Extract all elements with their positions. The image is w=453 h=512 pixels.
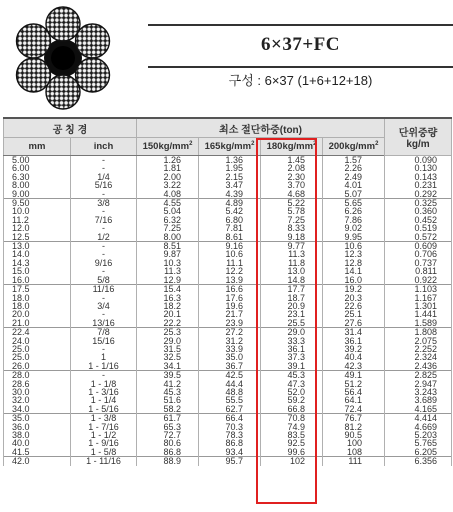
load-180-cell: 5.78 bbox=[261, 207, 323, 215]
diameter-inch-cell: - bbox=[71, 164, 137, 172]
unit-weight-cell: 5.765 bbox=[385, 439, 452, 447]
load-150-cell: 45.3 bbox=[137, 388, 199, 396]
load-165-cell: 10.6 bbox=[199, 250, 261, 258]
diameter-mm-cell: 40.0 bbox=[4, 439, 71, 447]
load-165-cell: 8.61 bbox=[199, 233, 261, 242]
load-200-cell: 2.49 bbox=[323, 173, 385, 181]
diameter-mm-cell: 6.30 bbox=[4, 173, 71, 181]
diameter-mm-cell: 18.0 bbox=[4, 302, 71, 310]
load-180-cell: 92.5 bbox=[261, 439, 323, 447]
diameter-mm-cell: 17.5 bbox=[4, 285, 71, 294]
load-150-cell: 31.5 bbox=[137, 345, 199, 353]
unit-weight-header bbox=[385, 118, 452, 156]
load-150-cell: 29.0 bbox=[137, 337, 199, 345]
diameter-inch-cell: 3/8 bbox=[71, 199, 137, 208]
unit-weight-label: 단위중량 bbox=[398, 128, 438, 139]
load-150-cell: 65.3 bbox=[137, 423, 199, 431]
load-150-cell: 2.00 bbox=[137, 173, 199, 181]
load-165-cell: 55.5 bbox=[199, 396, 261, 404]
diameter-inch-cell: 9/16 bbox=[71, 259, 137, 267]
unit-weight-cell: 3.243 bbox=[385, 388, 452, 396]
diameter-mm-cell: 14.3 bbox=[4, 259, 71, 267]
unit-weight-cell: 0.922 bbox=[385, 276, 452, 285]
diameter-inch-cell: 1 - 9/16 bbox=[71, 439, 137, 447]
unit-weight-cell: 4.165 bbox=[385, 405, 452, 414]
header-row-top bbox=[4, 118, 452, 138]
load-200-cell: 56.4 bbox=[323, 388, 385, 396]
load-180-cell: 1.45 bbox=[261, 156, 323, 165]
load-150-cell: 3.22 bbox=[137, 181, 199, 189]
load-150-cell: 1.26 bbox=[137, 156, 199, 165]
load-150-cell: 12.9 bbox=[137, 276, 199, 285]
diameter-mm-cell: 9.50 bbox=[4, 199, 71, 208]
unit-weight-cell: 0.292 bbox=[385, 190, 452, 199]
load-165-cell: 31.2 bbox=[199, 337, 261, 345]
diameter-inch-cell: 3/4 bbox=[71, 302, 137, 310]
load-150-cell: 88.9 bbox=[137, 457, 199, 466]
load-165-cell: 11.1 bbox=[199, 259, 261, 267]
load-165-cell: 33.9 bbox=[199, 345, 261, 353]
load-180-cell: 13.0 bbox=[261, 267, 323, 275]
load-150-cell: 20.1 bbox=[137, 310, 199, 318]
load-150-cell: 34.1 bbox=[137, 362, 199, 371]
unit-weight-cell: 4.414 bbox=[385, 414, 452, 423]
load-180-cell: 59.2 bbox=[261, 396, 323, 404]
load-200-cell: 111 bbox=[323, 457, 385, 466]
diameter-inch-cell: 1 - 3/16 bbox=[71, 388, 137, 396]
load-150-cell: 39.5 bbox=[137, 371, 199, 380]
load-165-cell: 4.89 bbox=[199, 199, 261, 208]
load-165-cell: 13.9 bbox=[199, 276, 261, 285]
diameter-mm-cell: 12.0 bbox=[4, 224, 71, 232]
load-200-cell: 108 bbox=[323, 448, 385, 457]
diameter-mm-cell: 28.0 bbox=[4, 371, 71, 380]
load-180-cell: 37.3 bbox=[261, 353, 323, 361]
load-200-cell: 14.1 bbox=[323, 267, 385, 275]
load-200-cell: 39.2 bbox=[323, 345, 385, 353]
diameter-inch-cell: 15/16 bbox=[71, 337, 137, 345]
load-200-cell: 100 bbox=[323, 439, 385, 447]
diameter-inch-cell: - bbox=[71, 310, 137, 318]
diameter-mm-cell: 32.0 bbox=[4, 396, 71, 404]
load-165-cell: 62.7 bbox=[199, 405, 261, 414]
diameter-mm-cell: 35.0 bbox=[4, 414, 71, 423]
load-200-cell: 36.1 bbox=[323, 337, 385, 345]
unit-weight-unit: kg/m bbox=[406, 139, 430, 150]
unit-weight-cell: 0.130 bbox=[385, 164, 452, 172]
load-200-cell: 27.6 bbox=[323, 319, 385, 328]
load-165-cell: 27.2 bbox=[199, 328, 261, 337]
min-breaking-load-header: 최소 절단하중(ton) bbox=[137, 118, 385, 138]
diameter-mm-cell: 42.0 bbox=[4, 457, 71, 466]
unit-weight-cell: 2.947 bbox=[385, 380, 452, 388]
load-180-cell: 45.3 bbox=[261, 371, 323, 380]
diameter-mm-cell: 12.5 bbox=[4, 233, 71, 242]
load-165-cell: 9.16 bbox=[199, 242, 261, 251]
load-150-cell: 5.04 bbox=[137, 207, 199, 215]
load-180-cell: 99.6 bbox=[261, 448, 323, 457]
load-200-cell: 10.6 bbox=[323, 242, 385, 251]
specification-table-body bbox=[4, 156, 452, 466]
diameter-mm-cell: 6.00 bbox=[4, 164, 71, 172]
wire-rope-cross-section-image bbox=[4, 4, 122, 112]
mm-header: mm bbox=[4, 138, 71, 156]
grade-150-header: $150kg/mm^2$ bbox=[137, 138, 199, 156]
unit-weight-cell: 6.356 bbox=[385, 457, 452, 466]
load-165-cell: 48.8 bbox=[199, 388, 261, 396]
diameter-inch-cell: 1 - 5/8 bbox=[71, 448, 137, 457]
load-180-cell: 18.7 bbox=[261, 294, 323, 302]
nominal-diameter-header: 공 칭 경 bbox=[4, 118, 137, 138]
load-180-cell: 74.9 bbox=[261, 423, 323, 431]
diameter-mm-cell: 28.6 bbox=[4, 380, 71, 388]
load-150-cell: 18.2 bbox=[137, 302, 199, 310]
diameter-inch-cell: 13/16 bbox=[71, 319, 137, 328]
diameter-mm-cell: 16.0 bbox=[4, 276, 71, 285]
load-200-cell: 4.01 bbox=[323, 181, 385, 189]
product-title-band bbox=[148, 24, 453, 68]
load-200-cell: 64.1 bbox=[323, 396, 385, 404]
load-165-cell: 95.7 bbox=[199, 457, 261, 466]
diameter-mm-cell: 13.0 bbox=[4, 242, 71, 251]
diameter-inch-cell: 1 - 1/8 bbox=[71, 380, 137, 388]
load-150-cell: 4.55 bbox=[137, 199, 199, 208]
unit-weight-cell: 3.689 bbox=[385, 396, 452, 404]
unit-weight-cell: 2.075 bbox=[385, 337, 452, 345]
diameter-inch-cell: 1 - 1/16 bbox=[71, 362, 137, 371]
diameter-inch-cell: 1/2 bbox=[71, 233, 137, 242]
diameter-mm-cell: 20.0 bbox=[4, 310, 71, 318]
load-165-cell: 93.4 bbox=[199, 448, 261, 457]
load-180-cell: 83.5 bbox=[261, 431, 323, 439]
unit-weight-cell: 0.452 bbox=[385, 216, 452, 224]
load-150-cell: 25.3 bbox=[137, 328, 199, 337]
unit-weight-cell: 2.436 bbox=[385, 362, 452, 371]
diameter-inch-cell: 5/16 bbox=[71, 181, 137, 189]
load-200-cell: 19.2 bbox=[323, 285, 385, 294]
load-150-cell: 1.81 bbox=[137, 164, 199, 172]
unit-weight-cell: 0.143 bbox=[385, 173, 452, 181]
load-150-cell: 61.7 bbox=[137, 414, 199, 423]
diameter-inch-cell: 7/16 bbox=[71, 216, 137, 224]
load-150-cell: 41.2 bbox=[137, 380, 199, 388]
diameter-inch-cell: - bbox=[71, 190, 137, 199]
load-180-cell: 8.33 bbox=[261, 224, 323, 232]
load-180-cell: 36.1 bbox=[261, 345, 323, 353]
unit-weight-cell: 0.325 bbox=[385, 199, 452, 208]
unit-weight-cell: 0.706 bbox=[385, 250, 452, 258]
load-180-cell: 23.1 bbox=[261, 310, 323, 318]
load-200-cell: 25.1 bbox=[323, 310, 385, 318]
load-180-cell: 66.8 bbox=[261, 405, 323, 414]
load-150-cell: 8.00 bbox=[137, 233, 199, 242]
load-180-cell: 39.1 bbox=[261, 362, 323, 371]
grade-165-header: $165kg/mm^2$ bbox=[199, 138, 261, 156]
table-row bbox=[4, 457, 452, 466]
diameter-mm-cell: 22.4 bbox=[4, 328, 71, 337]
unit-weight-cell: 1.301 bbox=[385, 302, 452, 310]
load-180-cell: 11.3 bbox=[261, 250, 323, 258]
load-165-cell: 70.3 bbox=[199, 423, 261, 431]
unit-weight-cell: 0.519 bbox=[385, 224, 452, 232]
diameter-mm-cell: 14.0 bbox=[4, 250, 71, 258]
load-180-cell: 29.0 bbox=[261, 328, 323, 337]
load-180-cell: 2.30 bbox=[261, 173, 323, 181]
diameter-inch-cell: 5/8 bbox=[71, 276, 137, 285]
load-200-cell: 90.5 bbox=[323, 431, 385, 439]
load-200-cell: 22.6 bbox=[323, 302, 385, 310]
diameter-inch-cell: 1/4 bbox=[71, 173, 137, 181]
load-150-cell: 7.25 bbox=[137, 224, 199, 232]
load-200-cell: 40.4 bbox=[323, 353, 385, 361]
unit-weight-cell: 1.103 bbox=[385, 285, 452, 294]
diameter-mm-cell: 41.5 bbox=[4, 448, 71, 457]
load-200-cell: 9.95 bbox=[323, 233, 385, 242]
load-165-cell: 2.15 bbox=[199, 173, 261, 181]
load-165-cell: 44.4 bbox=[199, 380, 261, 388]
product-title: 6×37+FC bbox=[261, 34, 340, 55]
unit-weight-cell: 5.203 bbox=[385, 431, 452, 439]
load-150-cell: 11.3 bbox=[137, 267, 199, 275]
unit-weight-cell: 2.252 bbox=[385, 345, 452, 353]
load-150-cell: 6.32 bbox=[137, 216, 199, 224]
load-150-cell: 80.6 bbox=[137, 439, 199, 447]
load-180-cell: 47.3 bbox=[261, 380, 323, 388]
load-165-cell: 6.80 bbox=[199, 216, 261, 224]
diameter-mm-cell: 30.0 bbox=[4, 388, 71, 396]
diameter-inch-cell: 1 - 3/8 bbox=[71, 414, 137, 423]
load-180-cell: 9.18 bbox=[261, 233, 323, 242]
load-165-cell: 78.3 bbox=[199, 431, 261, 439]
unit-weight-cell: 0.811 bbox=[385, 267, 452, 275]
load-200-cell: 7.86 bbox=[323, 216, 385, 224]
load-200-cell: 51.2 bbox=[323, 380, 385, 388]
diameter-mm-cell: 15.0 bbox=[4, 267, 71, 275]
unit-weight-cell: 1.441 bbox=[385, 310, 452, 318]
diameter-mm-cell: 26.0 bbox=[4, 362, 71, 371]
diameter-mm-cell: 10.0 bbox=[4, 207, 71, 215]
unit-weight-cell: 4.669 bbox=[385, 423, 452, 431]
diameter-inch-cell: 1 - 1/4 bbox=[71, 396, 137, 404]
load-200-cell: 5.65 bbox=[323, 199, 385, 208]
load-165-cell: 5.42 bbox=[199, 207, 261, 215]
load-150-cell: 15.4 bbox=[137, 285, 199, 294]
load-180-cell: 52.0 bbox=[261, 388, 323, 396]
diameter-inch-cell: 7/8 bbox=[71, 328, 137, 337]
load-180-cell: 14.8 bbox=[261, 276, 323, 285]
unit-weight-cell: 0.231 bbox=[385, 181, 452, 189]
diameter-mm-cell: 11.2 bbox=[4, 216, 71, 224]
load-180-cell: 5.22 bbox=[261, 199, 323, 208]
load-180-cell: 11.8 bbox=[261, 259, 323, 267]
inch-header: inch bbox=[71, 138, 137, 156]
load-200-cell: 9.02 bbox=[323, 224, 385, 232]
load-150-cell: 9.87 bbox=[137, 250, 199, 258]
load-165-cell: 3.47 bbox=[199, 181, 261, 189]
diameter-mm-cell: 34.0 bbox=[4, 405, 71, 414]
diameter-inch-cell: - bbox=[71, 294, 137, 302]
load-200-cell: 76.7 bbox=[323, 414, 385, 423]
load-200-cell: 81.2 bbox=[323, 423, 385, 431]
diameter-inch-cell: 1 - 11/16 bbox=[71, 457, 137, 466]
diameter-inch-cell: 1 - 7/16 bbox=[71, 423, 137, 431]
load-200-cell: 16.0 bbox=[323, 276, 385, 285]
load-165-cell: 36.7 bbox=[199, 362, 261, 371]
load-165-cell: 42.5 bbox=[199, 371, 261, 380]
diameter-mm-cell: 21.0 bbox=[4, 319, 71, 328]
load-150-cell: 4.08 bbox=[137, 190, 199, 199]
load-150-cell: 58.2 bbox=[137, 405, 199, 414]
unit-weight-cell: 0.737 bbox=[385, 259, 452, 267]
diameter-inch-cell: - bbox=[71, 224, 137, 232]
diameter-mm-cell: 36.0 bbox=[4, 423, 71, 431]
load-180-cell: 7.25 bbox=[261, 216, 323, 224]
grade-200-header: $200kg/mm^2$ bbox=[323, 138, 385, 156]
load-200-cell: 12.3 bbox=[323, 250, 385, 258]
load-180-cell: 25.5 bbox=[261, 319, 323, 328]
diameter-mm-cell: 8.00 bbox=[4, 181, 71, 189]
load-165-cell: 7.81 bbox=[199, 224, 261, 232]
diameter-mm-cell: 38.0 bbox=[4, 431, 71, 439]
diameter-inch-cell: - bbox=[71, 156, 137, 165]
unit-weight-cell: 1.589 bbox=[385, 319, 452, 328]
load-180-cell: 9.77 bbox=[261, 242, 323, 251]
load-165-cell: 21.7 bbox=[199, 310, 261, 318]
diameter-inch-cell: 11/16 bbox=[71, 285, 137, 294]
load-165-cell: 16.6 bbox=[199, 285, 261, 294]
load-150-cell: 51.6 bbox=[137, 396, 199, 404]
load-180-cell: 33.3 bbox=[261, 337, 323, 345]
load-165-cell: 17.6 bbox=[199, 294, 261, 302]
load-200-cell: 42.3 bbox=[323, 362, 385, 371]
load-180-cell: 70.8 bbox=[261, 414, 323, 423]
load-150-cell: 8.51 bbox=[137, 242, 199, 251]
rope-composition: 구성 : 6×37 (1+6+12+18) bbox=[228, 73, 373, 88]
specification-table bbox=[3, 117, 452, 466]
load-200-cell: 12.8 bbox=[323, 259, 385, 267]
diameter-inch-cell: - bbox=[71, 242, 137, 251]
diameter-inch-cell: 1 bbox=[71, 353, 137, 361]
diameter-mm-cell: 18.0 bbox=[4, 294, 71, 302]
header-row-sub bbox=[4, 138, 452, 156]
unit-weight-cell: 2.324 bbox=[385, 353, 452, 361]
load-165-cell: 12.2 bbox=[199, 267, 261, 275]
load-150-cell: 86.8 bbox=[137, 448, 199, 457]
load-180-cell: 4.68 bbox=[261, 190, 323, 199]
unit-weight-cell: 1.808 bbox=[385, 328, 452, 337]
load-200-cell: 72.4 bbox=[323, 405, 385, 414]
load-150-cell: 32.5 bbox=[137, 353, 199, 361]
unit-weight-cell: 2.825 bbox=[385, 371, 452, 380]
unit-weight-cell: 6.205 bbox=[385, 448, 452, 457]
load-150-cell: 16.3 bbox=[137, 294, 199, 302]
diameter-inch-cell: - bbox=[71, 345, 137, 353]
load-200-cell: 1.57 bbox=[323, 156, 385, 165]
load-165-cell: 4.39 bbox=[199, 190, 261, 199]
load-200-cell: 5.07 bbox=[323, 190, 385, 199]
diameter-inch-cell: - bbox=[71, 207, 137, 215]
diameter-inch-cell: - bbox=[71, 371, 137, 380]
load-200-cell: 2.26 bbox=[323, 164, 385, 172]
diameter-mm-cell: 9.00 bbox=[4, 190, 71, 199]
unit-weight-cell: 1.167 bbox=[385, 294, 452, 302]
load-165-cell: 19.6 bbox=[199, 302, 261, 310]
load-180-cell: 102 bbox=[261, 457, 323, 466]
load-180-cell: 20.9 bbox=[261, 302, 323, 310]
load-200-cell: 6.26 bbox=[323, 207, 385, 215]
grade-180-header: $180kg/mm^2$ bbox=[261, 138, 323, 156]
diameter-inch-cell: - bbox=[71, 250, 137, 258]
unit-weight-cell: 0.090 bbox=[385, 156, 452, 165]
diameter-inch-cell: 1 - 5/16 bbox=[71, 405, 137, 414]
load-165-cell: 86.8 bbox=[199, 439, 261, 447]
diameter-mm-cell: 25.0 bbox=[4, 345, 71, 353]
load-165-cell: 35.0 bbox=[199, 353, 261, 361]
load-150-cell: 72.7 bbox=[137, 431, 199, 439]
load-150-cell: 22.2 bbox=[137, 319, 199, 328]
unit-weight-cell: 0.609 bbox=[385, 242, 452, 251]
load-165-cell: 1.36 bbox=[199, 156, 261, 165]
unit-weight-cell: 0.572 bbox=[385, 233, 452, 242]
load-180-cell: 2.08 bbox=[261, 164, 323, 172]
load-180-cell: 3.70 bbox=[261, 181, 323, 189]
load-200-cell: 20.3 bbox=[323, 294, 385, 302]
load-165-cell: 66.4 bbox=[199, 414, 261, 423]
load-180-cell: 17.7 bbox=[261, 285, 323, 294]
load-165-cell: 1.95 bbox=[199, 164, 261, 172]
load-200-cell: 31.4 bbox=[323, 328, 385, 337]
diameter-inch-cell: - bbox=[71, 267, 137, 275]
unit-weight-cell: 0.360 bbox=[385, 207, 452, 215]
diameter-mm-cell: 24.0 bbox=[4, 337, 71, 345]
load-165-cell: 23.9 bbox=[199, 319, 261, 328]
diameter-mm-cell: 5.00 bbox=[4, 156, 71, 165]
diameter-inch-cell: 1 - 1/2 bbox=[71, 431, 137, 439]
load-200-cell: 49.1 bbox=[323, 371, 385, 380]
diameter-mm-cell: 25.0 bbox=[4, 353, 71, 361]
load-150-cell: 10.3 bbox=[137, 259, 199, 267]
